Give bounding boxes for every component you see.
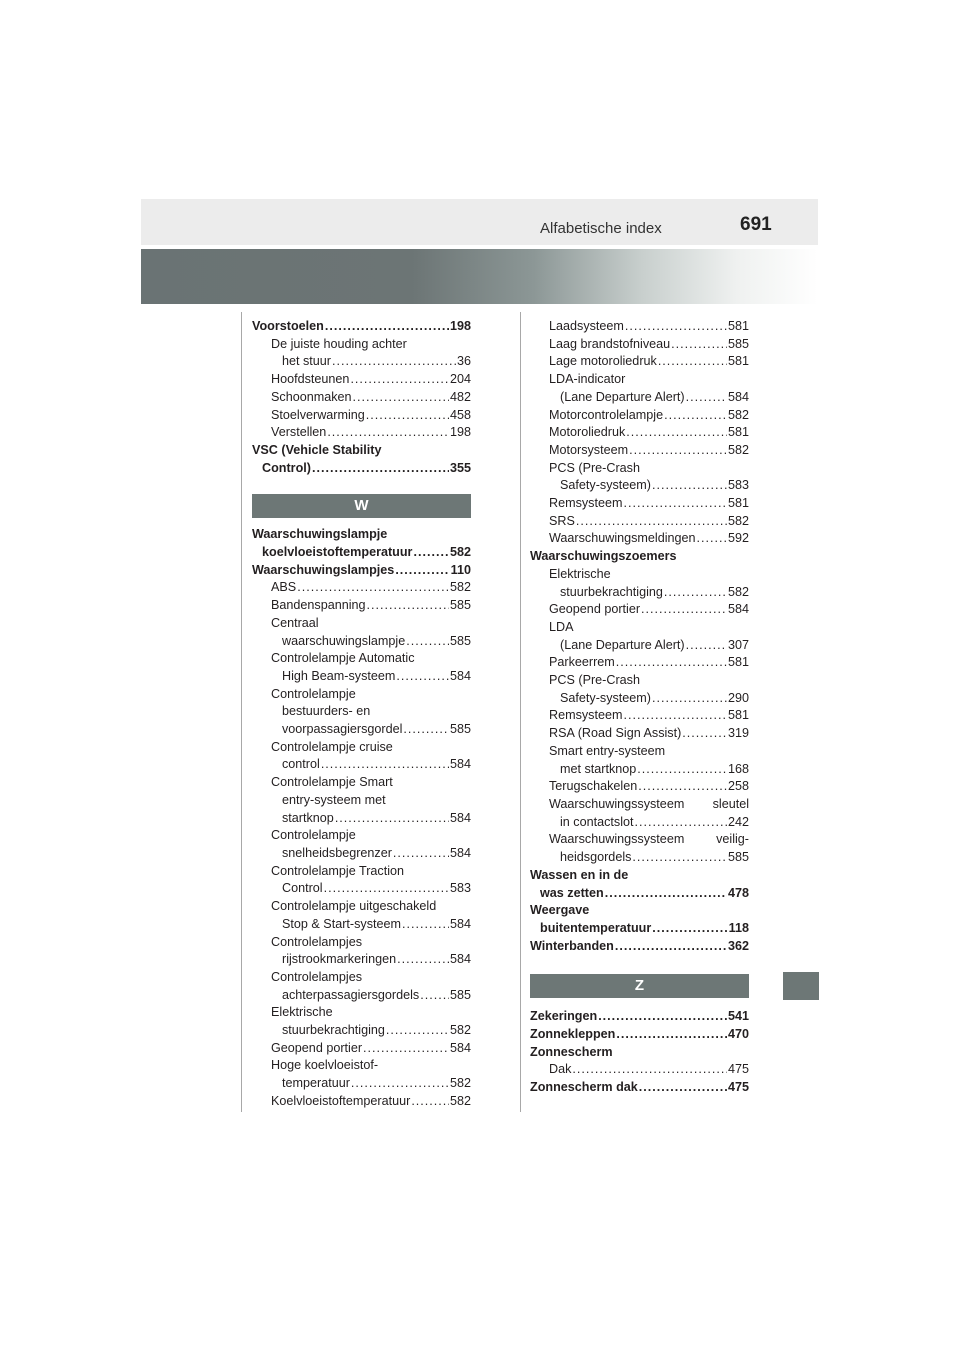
dot-leader: [686, 637, 727, 655]
dot-leader: [297, 579, 449, 597]
index-entry-label: Terugschakelen: [549, 779, 638, 794]
dot-leader: [686, 389, 727, 407]
index-entry: [252, 739, 471, 757]
dot-leader: [363, 1040, 449, 1058]
index-entry-label: Laadsysteem: [549, 319, 624, 333]
index-entry-page: 582: [449, 1076, 471, 1091]
index-entry-label: entry-systeem met: [282, 792, 386, 807]
index-entry-page: 198: [449, 319, 471, 333]
index-entry-label: Bandenspanning: [271, 598, 366, 613]
dot-leader: [321, 756, 449, 774]
index-entry-label: PCS (Pre-Crash: [549, 673, 640, 688]
dot-leader: [635, 814, 727, 832]
index-entry-label: Geopend portier: [271, 1040, 363, 1055]
index-entry-page: 168: [727, 761, 749, 776]
dot-leader: [615, 938, 727, 956]
dot-leader: [616, 1026, 727, 1044]
index-entry: [530, 725, 749, 743]
index-entry: [252, 845, 471, 863]
index-entry-page: 582: [727, 584, 749, 599]
index-entry: [530, 548, 749, 566]
dot-leader: [406, 633, 449, 651]
index-entry: [530, 353, 749, 371]
dot-leader: [697, 530, 727, 548]
index-entry-label: Wassen en in de: [530, 867, 629, 882]
index-entry: [252, 544, 471, 562]
index-entry: [252, 969, 471, 987]
index-entry-page: 585: [449, 987, 471, 1002]
index-entry-page: 585: [449, 598, 471, 613]
index-entry-label: Koelvloeistoftemperatuur: [271, 1093, 411, 1108]
index-entry-label: High Beam-systeem: [282, 668, 396, 683]
index-entry: [252, 1040, 471, 1058]
index-entry-page: 478: [727, 885, 749, 900]
index-entry-label: Controlelampje uitgeschakeld: [271, 899, 437, 914]
dot-leader: [598, 1008, 727, 1026]
dot-leader: [351, 1075, 449, 1093]
index-entry-label: RSA (Road Sign Assist): [549, 726, 682, 741]
index-entry-label: Waarschuwingszoemers: [530, 549, 677, 564]
index-entry: [530, 477, 749, 495]
index-entry: [530, 814, 749, 832]
header-gradient-band: [141, 249, 818, 304]
dot-leader: [395, 562, 449, 580]
index-entry-label: Elektrische: [271, 1005, 333, 1020]
index-entry: [252, 1057, 471, 1075]
index-entry-label: voorpassagiersgordel: [282, 722, 403, 737]
index-entry: [530, 530, 749, 548]
thumb-index-tab: [783, 972, 819, 1000]
dot-leader: [350, 371, 449, 389]
index-entry-label: Stoelverwarming: [271, 407, 365, 422]
index-entry: [530, 424, 749, 442]
index-entry: [252, 686, 471, 704]
index-entry-page: 581: [727, 425, 749, 440]
index-entry: [530, 318, 749, 336]
index-entry-page: 584: [727, 602, 749, 617]
index-entry-label: Elektrische: [549, 566, 611, 581]
index-entry: [530, 672, 749, 690]
index-entry-page: 592: [727, 531, 749, 546]
index-entry-label: Schoonmaken: [271, 389, 352, 404]
index-entry-page: 582: [727, 442, 749, 457]
index-entry: [252, 898, 471, 916]
index-entry-label: waarschuwingslampje: [282, 633, 406, 648]
index-entry-page: 319: [727, 726, 749, 741]
dot-leader: [402, 916, 449, 934]
dot-leader: [327, 424, 449, 442]
index-entry: [252, 827, 471, 845]
index-entry: [530, 637, 749, 655]
dot-leader: [629, 442, 727, 460]
index-entry-page: 583: [727, 478, 749, 493]
dot-leader: [335, 810, 449, 828]
index-entry: [530, 885, 749, 903]
index-entry-page: 541: [727, 1009, 749, 1024]
index-entry: [252, 721, 471, 739]
index-entry-page: 258: [727, 779, 749, 794]
index-entry: [252, 597, 471, 615]
index-entry-page: 355: [449, 460, 471, 475]
index-entry-page: 584: [449, 845, 471, 860]
dot-leader: [671, 336, 727, 354]
index-entry-page: 582: [449, 580, 471, 595]
dot-leader: [386, 1022, 449, 1040]
index-entry-page: 581: [727, 496, 749, 511]
index-entry: [252, 442, 471, 460]
dot-leader: [623, 495, 727, 513]
index-entry-label: Control: [282, 881, 323, 896]
dot-leader: [682, 725, 727, 743]
index-entry-label: Hoge koelvloeistof-: [271, 1058, 379, 1073]
index-entry: [252, 1075, 471, 1093]
dot-leader: [664, 584, 727, 602]
index-entry: [252, 562, 471, 580]
index-entry: [252, 318, 471, 336]
dot-leader: [332, 353, 456, 371]
index-entry-page: 581: [727, 708, 749, 723]
index-entry: [252, 863, 471, 881]
index-entry-page: 475: [727, 1062, 749, 1077]
index-entry-page: 307: [727, 637, 749, 652]
index-entry: [530, 371, 749, 389]
index-entry-label: Safety-systeem): [560, 690, 651, 705]
column-rule-right: [520, 312, 521, 1112]
page-title: Alfabetische index: [540, 220, 662, 237]
dot-leader: [325, 318, 449, 336]
index-entry-page: 584: [449, 916, 471, 931]
index-entry-label: (Lane Departure Alert): [560, 389, 685, 404]
dot-leader: [639, 1079, 727, 1097]
index-entry: [530, 902, 749, 920]
index-entry-page: 582: [727, 407, 749, 422]
index-entry-page: 482: [449, 389, 471, 404]
index-entry-page: 585: [449, 722, 471, 737]
index-entry-label: het stuur: [282, 354, 332, 369]
dot-leader: [632, 849, 727, 867]
index-entry: [530, 654, 749, 672]
dot-leader: [626, 424, 727, 442]
index-entry: [530, 442, 749, 460]
index-entry: [252, 371, 471, 389]
index-entry-label: Dak: [549, 1062, 572, 1077]
index-entry-page: 584: [449, 810, 471, 825]
index-entry-label: rijstrookmarkeringen: [282, 952, 397, 967]
index-entry-label: Controlelampje Smart: [271, 775, 393, 790]
index-entry: [530, 920, 749, 938]
index-entry-label: Geopend portier: [549, 602, 641, 617]
dot-leader: [366, 407, 449, 425]
index-entry-label: startknop: [282, 810, 334, 825]
dot-leader: [637, 761, 727, 779]
index-entry: [530, 584, 749, 602]
index-entry: [252, 916, 471, 934]
index-entry-label: heidsgordels: [560, 850, 632, 865]
dot-leader: [623, 707, 727, 725]
index-entry-label: koelvloeistoftemperatuur: [262, 545, 413, 560]
index-entry: [252, 810, 471, 828]
index-entry: [530, 460, 749, 478]
index-entry-page: 290: [727, 690, 749, 705]
index-entry-page: 470: [727, 1027, 749, 1042]
dot-leader: [397, 951, 449, 969]
index-entry-label: Zonnescherm: [530, 1044, 613, 1059]
index-entry-label: (Lane Departure Alert): [560, 637, 685, 652]
index-entry: [252, 460, 471, 478]
index-entry-label: Parkeerrem: [549, 655, 615, 670]
index-entry: [530, 707, 749, 725]
page-number: 691: [740, 214, 772, 235]
index-entry: [252, 774, 471, 792]
index-entry-label: Remsysteem: [549, 708, 623, 723]
index-entry-page: 585: [727, 336, 749, 351]
dot-leader: [652, 477, 727, 495]
column-rule-left: [241, 312, 242, 1112]
dot-leader: [652, 920, 727, 938]
index-entry: [252, 424, 471, 442]
index-entry-label: Smart entry-systeem: [549, 743, 666, 758]
dot-leader: [664, 407, 727, 425]
dot-leader: [403, 721, 449, 739]
index-entry-label: in contactslot: [560, 814, 634, 829]
index-entry-page: 584: [449, 757, 471, 772]
dot-leader: [411, 1093, 449, 1111]
dot-leader: [393, 845, 449, 863]
index-entry: [252, 579, 471, 597]
index-group-w-continued: [530, 318, 749, 955]
index-entry-label: Controlelampje Traction: [271, 863, 404, 878]
index-column-right: [530, 318, 749, 1097]
index-entry-label: Weergave: [530, 903, 590, 918]
section-header-w: W: [252, 494, 471, 518]
index-entry-label: Waarschuwingsmeldingen: [549, 531, 696, 546]
index-entry: [530, 796, 749, 814]
index-entry-label: Centraal: [271, 615, 319, 630]
dot-leader: [616, 654, 727, 672]
index-entry: [530, 1044, 749, 1062]
index-entry-label: stuurbekrachtiging: [282, 1023, 385, 1038]
index-entry-label: Waarschuwingssysteem veilig-: [549, 832, 749, 847]
index-entry-label: Controlelampje: [271, 686, 356, 701]
index-entry-label: Zonnescherm dak: [530, 1080, 638, 1095]
index-entry-label: LDA: [549, 619, 574, 634]
index-entry: [530, 1079, 749, 1097]
index-entry-label: stuurbekrachtiging: [560, 584, 663, 599]
index-entry: [252, 792, 471, 810]
dot-leader: [652, 690, 727, 708]
index-entry: [252, 1022, 471, 1040]
index-entry-label: Waarschuwingslampje: [252, 527, 388, 542]
index-entry: [252, 934, 471, 952]
index-entry: [252, 951, 471, 969]
index-entry-label: De juiste houding achter: [271, 336, 407, 351]
index-entry-label: temperatuur: [282, 1076, 350, 1091]
index-entry: [530, 690, 749, 708]
index-entry-page: 583: [449, 881, 471, 896]
index-entry-label: Laag brandstofniveau: [549, 336, 671, 351]
index-entry-label: Verstellen: [271, 425, 327, 440]
dot-leader: [312, 460, 449, 478]
index-entry: [252, 407, 471, 425]
index-entry: [252, 1004, 471, 1022]
dot-leader: [353, 389, 449, 407]
index-entry-label: Motoroliedruk: [549, 425, 626, 440]
index-group-w: [252, 526, 471, 1110]
index-entry: [530, 849, 749, 867]
index-entry-page: 582: [727, 513, 749, 528]
index-entry-label: Stop & Start-systeem: [282, 916, 401, 931]
index-entry-label: Winterbanden: [530, 938, 614, 953]
index-entry-label: Controlelampje cruise: [271, 739, 393, 754]
index-entry: [252, 633, 471, 651]
index-entry-page: 36: [456, 354, 471, 369]
index-entry-label: PCS (Pre-Crash: [549, 460, 640, 475]
index-entry-label: control: [282, 757, 320, 772]
index-entry-page: 584: [449, 952, 471, 967]
index-entry: [252, 987, 471, 1005]
index-entry-label: SRS: [549, 513, 575, 528]
index-entry-page: 581: [727, 354, 749, 369]
index-group-z: [530, 1008, 749, 1097]
index-entry-page: 584: [449, 668, 471, 683]
index-entry: [252, 336, 471, 354]
section-header-z: Z: [530, 974, 749, 998]
index-entry-label: Controlelampjes: [271, 934, 362, 949]
index-entry: [252, 389, 471, 407]
index-entry-page: 475: [727, 1080, 749, 1095]
index-entry-label: Remsysteem: [549, 496, 623, 511]
index-entry-page: 458: [449, 407, 471, 422]
index-entry-page: 204: [449, 372, 471, 387]
index-entry-label: Motorcontrolelampje: [549, 407, 664, 422]
dot-leader: [572, 1061, 727, 1079]
index-entry-label: Lage motoroliedruk: [549, 354, 657, 369]
index-entry-page: 118: [728, 920, 749, 935]
index-entry-page: 581: [727, 319, 749, 333]
index-entry: [530, 336, 749, 354]
index-entry: [530, 938, 749, 956]
index-entry-page: 110: [450, 562, 471, 577]
index-entry: [530, 867, 749, 885]
index-entry: [530, 601, 749, 619]
index-entry: [530, 619, 749, 637]
index-entry-label: bestuurders- en: [282, 704, 371, 719]
index-entry-label: Controlelampjes: [271, 969, 362, 984]
index-entry-page: 582: [449, 1023, 471, 1038]
index-entry-page: 585: [727, 850, 749, 865]
dot-leader: [641, 601, 727, 619]
dot-leader: [576, 513, 727, 531]
index-entry-label: Hoofdsteunen: [271, 372, 350, 387]
index-entry-label: LDA-indicator: [549, 372, 626, 387]
index-entry: [252, 353, 471, 371]
index-entry-label: Motorsysteem: [549, 442, 629, 457]
index-entry-page: 362: [727, 938, 749, 953]
index-entry: [252, 526, 471, 544]
index-entry-page: 584: [727, 389, 749, 404]
index-entry: [252, 650, 471, 668]
index-entry-label: Controlelampje: [271, 828, 356, 843]
index-entry: [530, 743, 749, 761]
index-entry-page: 584: [449, 1040, 471, 1055]
dot-leader: [367, 597, 449, 615]
index-entry: [530, 389, 749, 407]
dot-leader: [420, 987, 449, 1005]
dot-leader: [625, 318, 727, 336]
index-entry: [252, 756, 471, 774]
index-entry: [530, 566, 749, 584]
index-entry: [252, 703, 471, 721]
index-entry: [252, 880, 471, 898]
index-entry-label: was zetten: [540, 885, 604, 900]
index-entry: [530, 778, 749, 796]
dot-leader: [658, 353, 727, 371]
index-entry-page: 582: [449, 545, 471, 560]
index-entry-label: Control): [262, 460, 311, 475]
index-entry-label: Controlelampje Automatic: [271, 651, 415, 666]
index-column-left: [252, 318, 471, 1111]
index-entry-label: buitentemperatuur: [540, 920, 652, 935]
index-entry: [252, 615, 471, 633]
index-entry: [530, 1061, 749, 1079]
index-entry: [530, 513, 749, 531]
index-entry-label: Safety-systeem): [560, 478, 651, 493]
index-entry: [530, 495, 749, 513]
header-bar: [141, 199, 818, 245]
index-entry-label: Voorstoelen: [252, 319, 324, 333]
index-entry: [530, 831, 749, 849]
index-entry: [530, 1026, 749, 1044]
index-entry: [530, 1008, 749, 1026]
index-entry-label: VSC (Vehicle Stability: [252, 442, 382, 457]
index-group-v: [252, 318, 471, 477]
index-entry-page: 582: [449, 1093, 471, 1108]
index-entry-page: 242: [727, 814, 749, 829]
dot-leader: [413, 544, 449, 562]
index-entry-label: met startknop: [560, 761, 637, 776]
index-entry-page: 585: [449, 633, 471, 648]
index-entry-label: Zonnekleppen: [530, 1027, 616, 1042]
index-entry-label: Zekeringen: [530, 1009, 598, 1024]
index-entry: [530, 761, 749, 779]
dot-leader: [605, 885, 727, 903]
index-entry-label: Waarschuwingslampjes: [252, 562, 395, 577]
dot-leader: [324, 880, 449, 898]
dot-leader: [638, 778, 727, 796]
index-entry-label: achterpassagiersgordels: [282, 987, 420, 1002]
index-entry-page: 581: [727, 655, 749, 670]
index-entry: [252, 1093, 471, 1111]
index-entry-label: Waarschuwingssysteem sleutel: [549, 796, 749, 811]
dot-leader: [396, 668, 449, 686]
index-entry-page: 198: [449, 425, 471, 440]
index-entry: [530, 407, 749, 425]
index-entry: [252, 668, 471, 686]
index-entry-label: ABS: [271, 580, 297, 595]
index-entry-label: snelheidsbegrenzer: [282, 845, 392, 860]
